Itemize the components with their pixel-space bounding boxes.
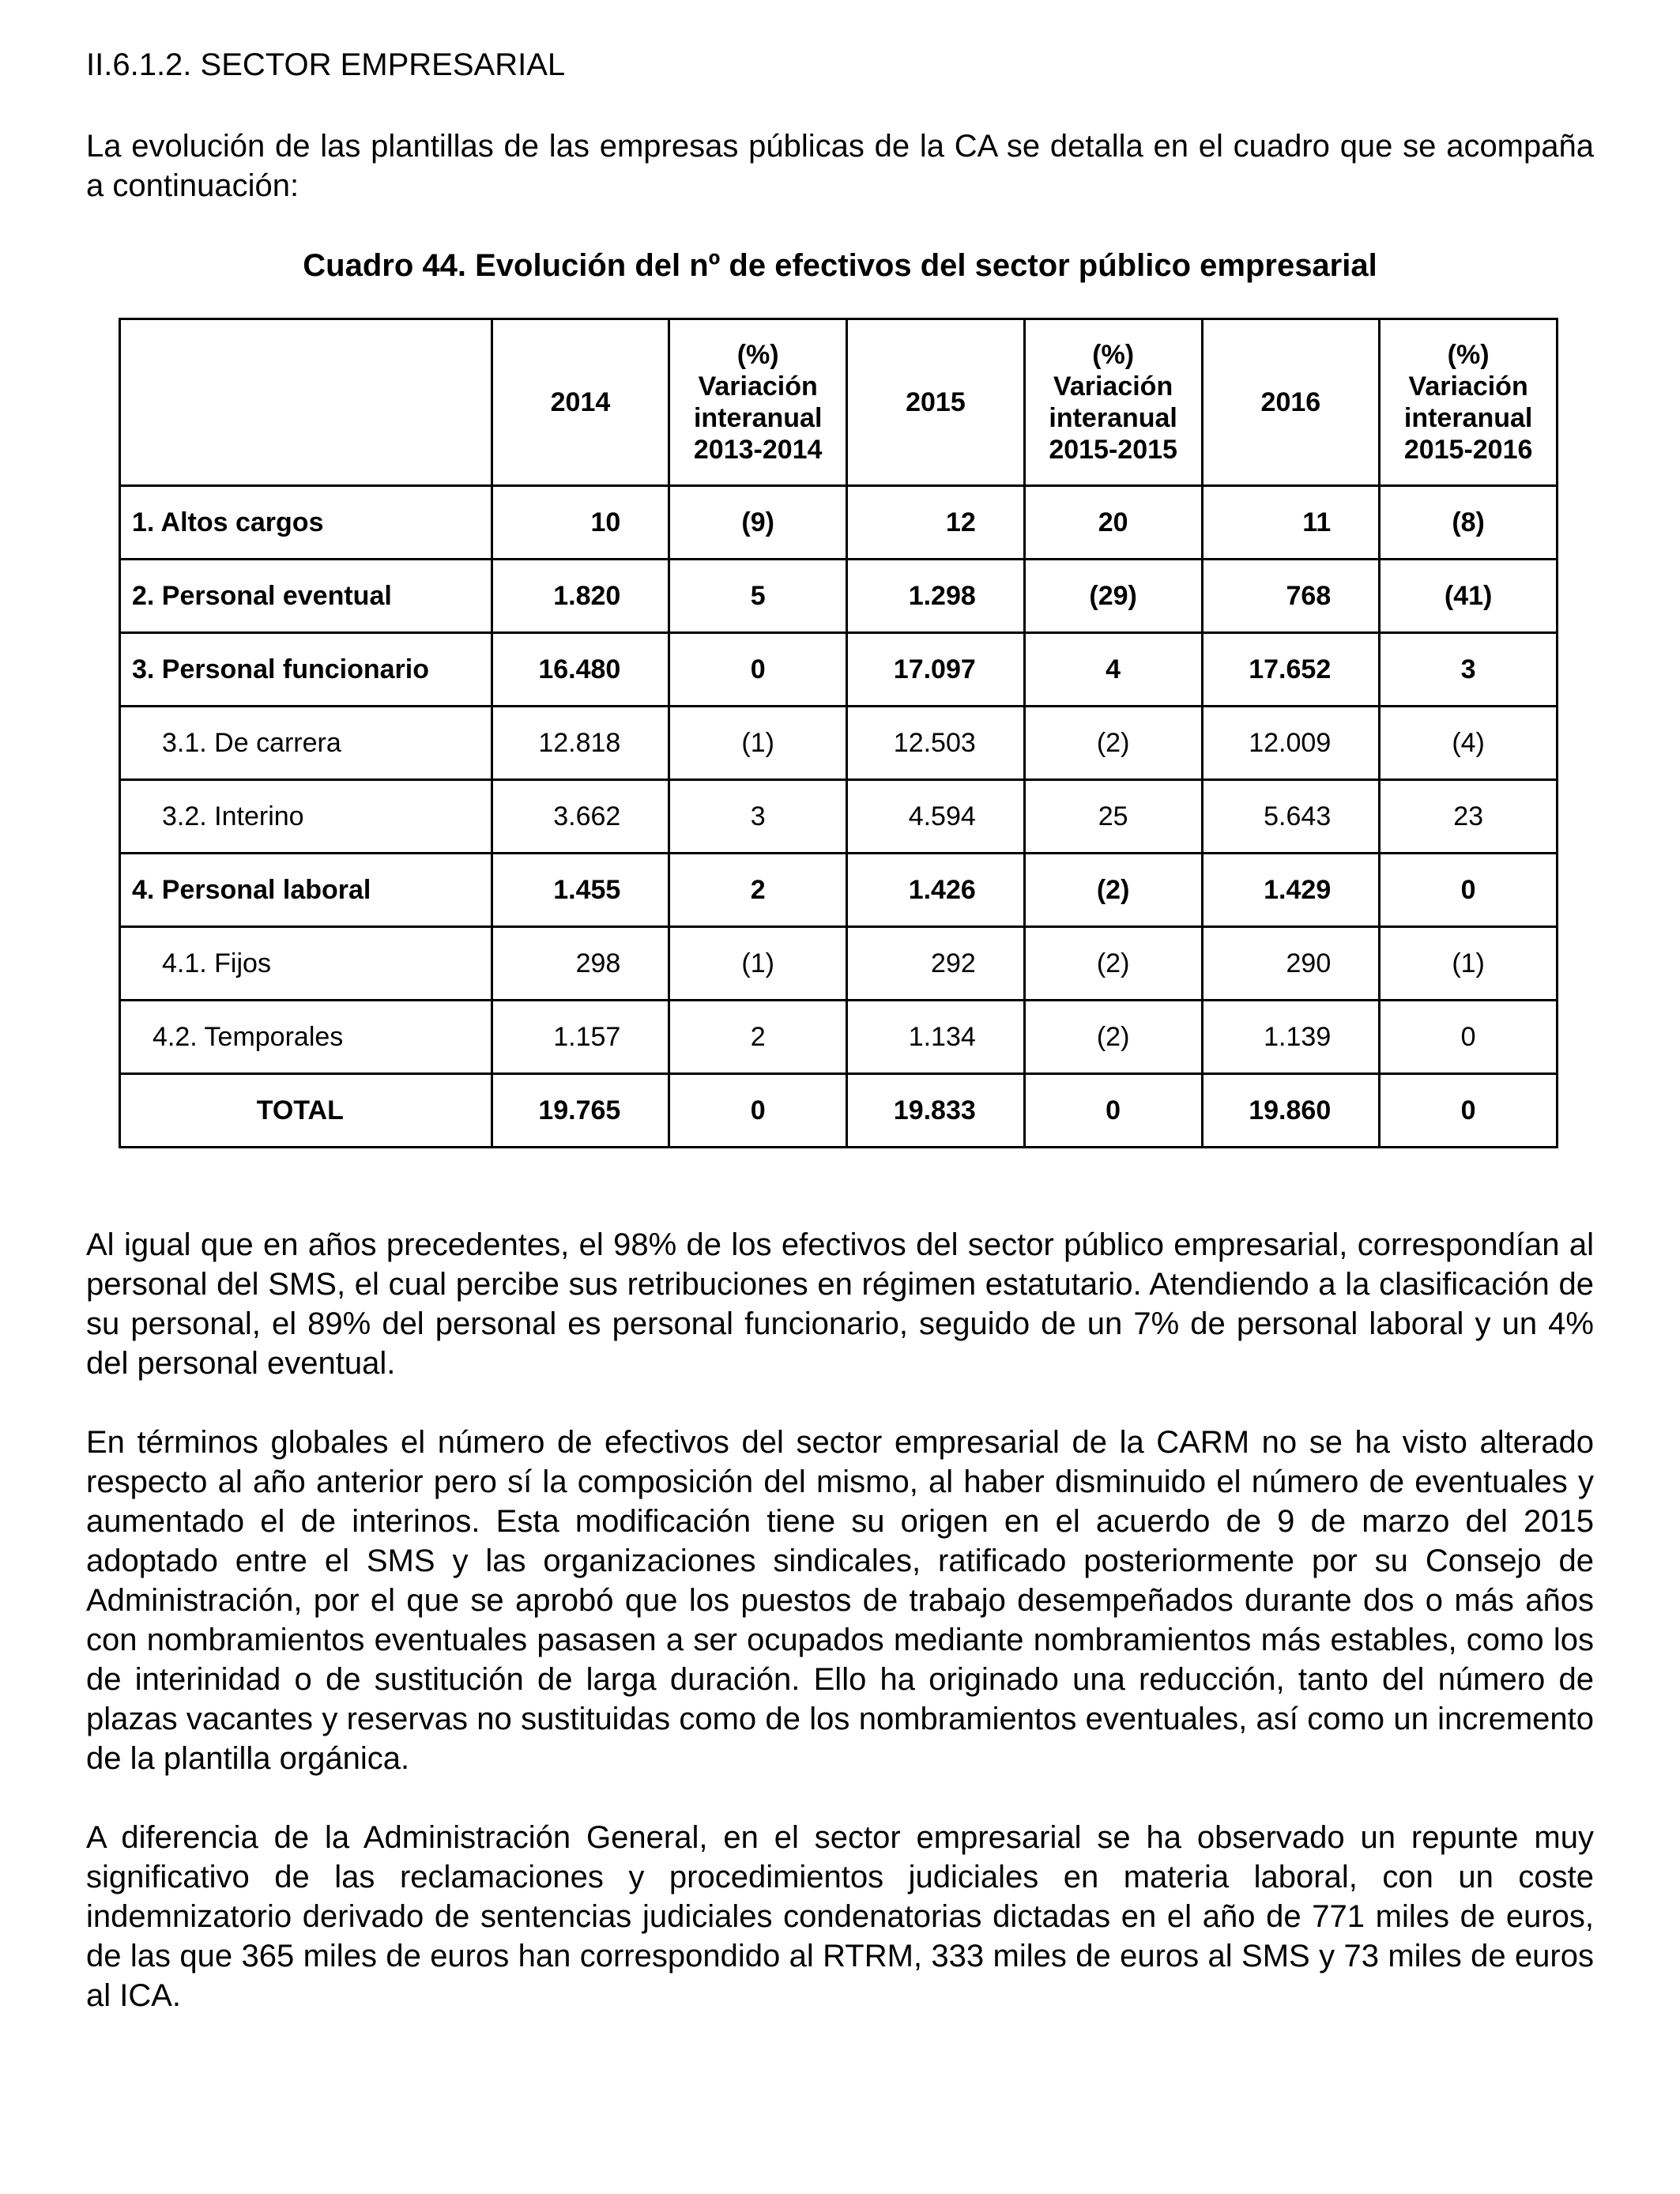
cell-2014: 1.157 (492, 1001, 669, 1074)
row-label: TOTAL (120, 1074, 492, 1148)
header-var-2013-2014: (%) Variación interanual 2013-2014 (669, 319, 847, 486)
cell-var-2015: 20 (1024, 486, 1202, 560)
cell-var-2015: 0 (1024, 1074, 1202, 1148)
body-paragraph: Al igual que en años precedentes, el 98% de los efectivos del sector público empresarial, correspondían al personal del SMS, el cual percibe sus retribuciones en régimen estatutario. Atendiendo a la clasificación de su personal, el 89% del personal es personal funcionario, seguido de un 7% de personal laboral y un 4% del personal eventual. (86, 1227, 1594, 1381)
table-row (120, 927, 1558, 1001)
cell-2014: 1.820 (492, 560, 669, 633)
staff-table (119, 318, 1558, 1148)
cell-2016: 12.009 (1202, 707, 1380, 780)
header-empty (120, 319, 492, 486)
cell-2016: 1.429 (1202, 854, 1380, 927)
cell-2014: 298 (492, 927, 669, 1001)
table-header-row (120, 319, 1558, 486)
header-2015: 2015 (847, 319, 1025, 486)
cell-2015: 19.833 (847, 1074, 1025, 1148)
cell-2016: 11 (1202, 486, 1380, 560)
cell-var-2014: 5 (669, 560, 847, 633)
cell-2015: 1.426 (847, 854, 1025, 927)
cell-var-2016: (41) (1380, 560, 1558, 633)
cell-2016: 19.860 (1202, 1074, 1380, 1148)
header-2014: 2014 (492, 319, 669, 486)
intro-paragraph: La evolución de las plantillas de las empresas públicas de la CA se detalla en el cuadro que se acompaña a continuación: (86, 129, 1594, 203)
cell-var-2015: (2) (1024, 707, 1202, 780)
row-label: 4.2. Temporales (120, 1001, 492, 1074)
cell-2015: 4.594 (847, 780, 1025, 854)
cell-2015: 12 (847, 486, 1025, 560)
cell-2014: 19.765 (492, 1074, 669, 1148)
cell-var-2014: 2 (669, 1001, 847, 1074)
section-heading: II.6.1.2. SECTOR EMPRESARIAL (86, 47, 566, 82)
cell-var-2015: 4 (1024, 633, 1202, 707)
cell-var-2014: 0 (669, 1074, 847, 1148)
table-row (120, 560, 1558, 633)
table-row (120, 1001, 1558, 1074)
cell-2015: 12.503 (847, 707, 1025, 780)
table-row (120, 707, 1558, 780)
table-row (120, 486, 1558, 560)
cell-2015: 17.097 (847, 633, 1025, 707)
cell-var-2014: (1) (669, 927, 847, 1001)
cell-var-2014: 0 (669, 633, 847, 707)
table-row (120, 633, 1558, 707)
cell-var-2016: (8) (1380, 486, 1558, 560)
table-caption: Cuadro 44. Evolución del nº de efectivos del sector público empresarial (303, 248, 1377, 283)
row-label: 3.2. Interino (120, 780, 492, 854)
cell-var-2014: (9) (669, 486, 847, 560)
cell-2016: 5.643 (1202, 780, 1380, 854)
cell-2014: 3.662 (492, 780, 669, 854)
cell-var-2015: (2) (1024, 854, 1202, 927)
cell-2015: 292 (847, 927, 1025, 1001)
cell-2016: 768 (1202, 560, 1380, 633)
cell-var-2016: 3 (1380, 633, 1558, 707)
cell-2016: 17.652 (1202, 633, 1380, 707)
row-label: 4. Personal laboral (120, 854, 492, 927)
cell-var-2015: 25 (1024, 780, 1202, 854)
cell-2016: 1.139 (1202, 1001, 1380, 1074)
table-row (120, 854, 1558, 927)
cell-var-2015: (2) (1024, 1001, 1202, 1074)
row-label: 4.1. Fijos (120, 927, 492, 1001)
cell-var-2016: 0 (1380, 1074, 1558, 1148)
row-label: 3.1. De carrera (120, 707, 492, 780)
row-label: 1. Altos cargos (120, 486, 492, 560)
row-label: 3. Personal funcionario (120, 633, 492, 707)
cell-2016: 290 (1202, 927, 1380, 1001)
cell-2015: 1.134 (847, 1001, 1025, 1074)
cell-2015: 1.298 (847, 560, 1025, 633)
cell-2014: 12.818 (492, 707, 669, 780)
cell-2014: 10 (492, 486, 669, 560)
header-var-2015-2015: (%) Variación interanual 2015-2015 (1024, 319, 1202, 486)
cell-2014: 16.480 (492, 633, 669, 707)
cell-var-2016: (4) (1380, 707, 1558, 780)
body-paragraph: En términos globales el número de efectivos del sector empresarial de la CARM no se ha visto alterado respecto al año anterior pero sí la composición del mismo, al haber disminuido el número de eventuales y aumentado el de interinos. Esta modificación tiene su origen en el acuerdo de 9 de marzo del 2015 adoptado entre el SMS y las organizaciones sindicales, ratificado posteriormente por su Consejo de Administración, por el que se aprobó que los puestos de trabajo desempeñados durante dos o más años con nombramientos eventuales pasasen a ser ocupados mediante nombramientos más estables, como los de interinidad o de sustitución de larga duración. Ello ha originado una reducción, tanto del número de plazas vacantes y reservas no sustituidas como de los nombramientos eventuales, así como un incremento de la plantilla orgánica. (86, 1425, 1594, 1776)
cell-var-2016: 23 (1380, 780, 1558, 854)
row-label: 2. Personal eventual (120, 560, 492, 633)
cell-var-2016: 0 (1380, 1001, 1558, 1074)
cell-var-2015: (29) (1024, 560, 1202, 633)
header-2016: 2016 (1202, 319, 1380, 486)
cell-var-2016: 0 (1380, 854, 1558, 927)
table-row-total (120, 1074, 1558, 1148)
cell-var-2016: (1) (1380, 927, 1558, 1001)
cell-var-2014: (1) (669, 707, 847, 780)
cell-var-2015: (2) (1024, 927, 1202, 1001)
body-paragraph: A diferencia de la Administración General, en el sector empresarial se ha observado un repunte muy significativo de las reclamaciones y procedimientos judiciales en materia laboral, con un coste indemnizatorio derivado de sentencias judiciales condenatorias dictadas en el año de 771 miles de euros, de las que 365 miles de euros han correspondido al RTRM, 333 miles de euros al SMS y 73 miles de euros al ICA. (86, 1820, 1594, 2013)
table-row (120, 780, 1558, 854)
cell-2014: 1.455 (492, 854, 669, 927)
cell-var-2014: 3 (669, 780, 847, 854)
cell-var-2014: 2 (669, 854, 847, 927)
header-var-2015-2016: (%) Variación interanual 2015-2016 (1380, 319, 1558, 486)
